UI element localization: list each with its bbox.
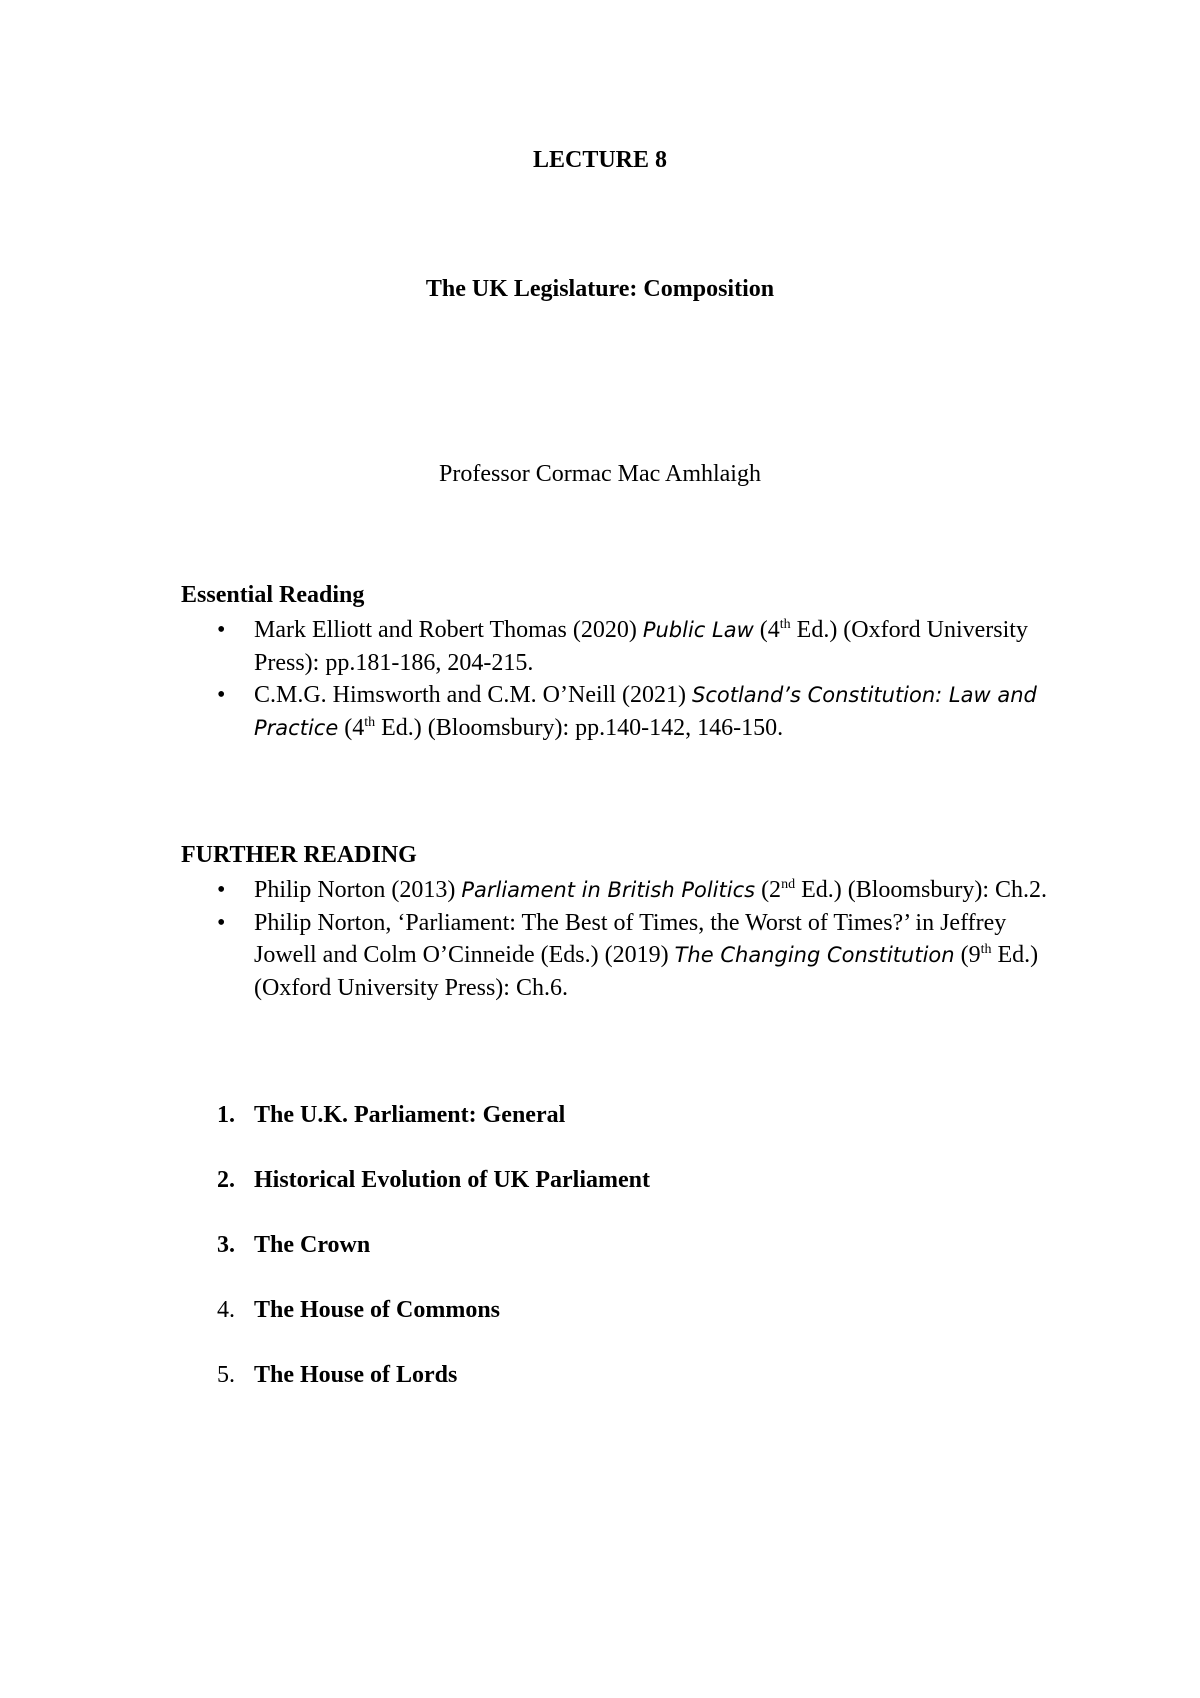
reading-item [181,874,1061,907]
reading-text: Ed.) (Bloomsbury): Ch.2. [795,877,1048,903]
reading-text: (2 [755,877,782,903]
reading-title: Parliament in British Politics [461,878,756,902]
reading-text: Mark Elliott and Robert Thomas (2020) [254,617,643,643]
bullet-icon: • [217,877,226,903]
reading-text: Ed.) (Oxford University Press): Ch.6. [254,942,1039,1001]
bullet-icon: • [217,682,226,708]
reading-text: (9 [954,942,981,968]
outline-number: 3. [217,1232,235,1258]
outline-label: The House of Commons [254,1297,501,1323]
outline-label: Historical Evolution of UK Parliament [254,1167,650,1193]
bullet-icon: • [217,617,226,643]
reading-text: C.M.G. Himsworth and C.M. O’Neill (2021) [254,682,692,708]
reading-item [181,614,1061,679]
reading-title: Public Law [642,618,754,642]
outline-label: The House of Lords [254,1362,458,1388]
outline-label: The Crown [254,1232,371,1258]
edition-suffix: th [980,942,992,957]
lecture-author: Professor Cormac Mac Amhlaigh [439,461,761,487]
reading-item [181,679,1061,744]
bullet-icon: • [217,909,226,936]
outline-label: The U.K. Parliament: General [254,1102,566,1128]
further-reading-list [181,874,1061,1004]
outline-number: 4. [217,1297,235,1323]
essential-reading-heading: Essential Reading [181,582,365,608]
reading-text: Ed.) (Oxford University Press): pp.181-186, 204-215. [254,617,1028,676]
reading-text: Philip Norton, ‘Parliament: The Best of Times, the Worst of Times?’ in Jeffrey Jowell and Colm O’Cinneide (Eds.) (2019) [254,909,1007,968]
further-reading-heading: FURTHER READING [181,842,417,868]
lecture-subtitle: The UK Legislature: Composition [425,276,775,302]
outline-number: 1. [217,1102,235,1128]
edition-suffix: th [364,714,376,730]
reading-title: The Changing Constitution [674,943,955,967]
reading-text: (4 [753,617,780,643]
reading-text: Philip Norton (2013) [254,877,462,903]
essential-reading-list [181,614,1061,744]
reading-title: Scotland’s Constitution: Law and Practice [254,683,1037,740]
reading-item [181,907,1061,1005]
outline-number: 5. [217,1362,235,1388]
edition-suffix: nd [781,877,796,892]
edition-suffix: th [779,617,791,632]
lecture-title: LECTURE 8 [532,147,668,173]
reading-text: Ed.) (Bloomsbury): pp.140-142, 146-150. [375,714,784,741]
outline-number: 2. [217,1167,235,1193]
reading-text: (4 [338,714,365,741]
